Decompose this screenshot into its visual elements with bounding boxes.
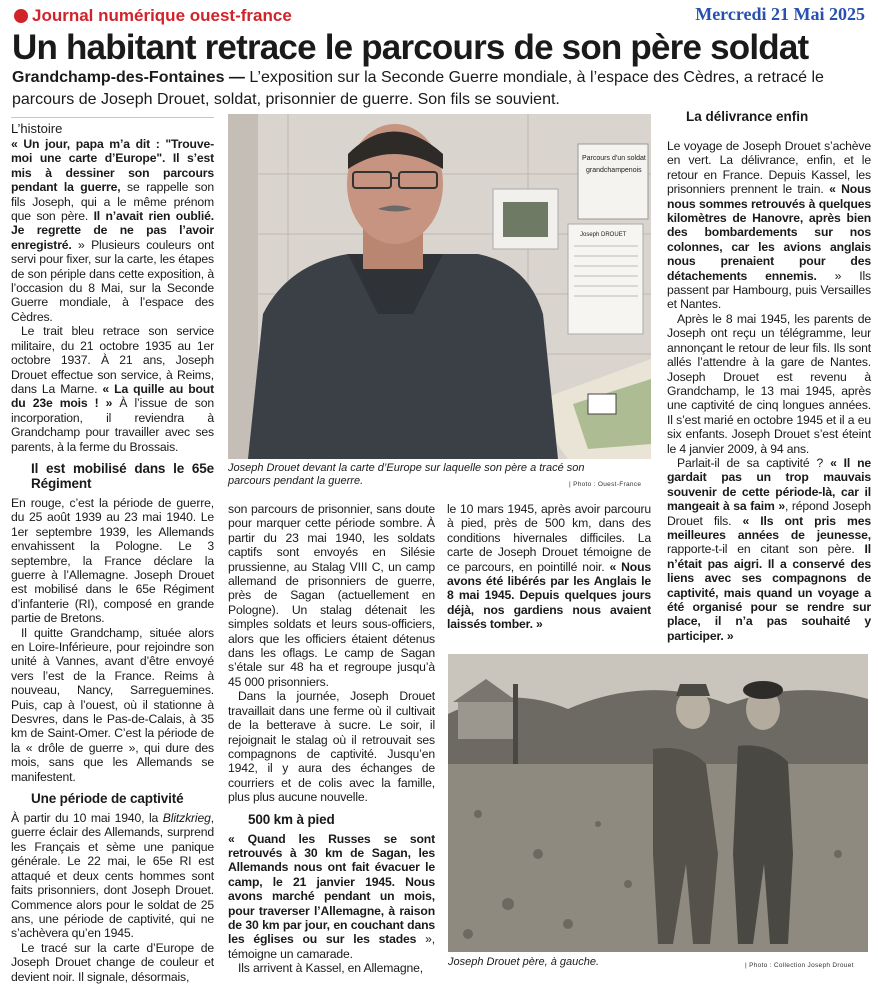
paragraph: « Un jour, papa m’a dit : "Trouve-moi une carte d’Europe". Il s’est mis à dessiner son parcours pendant la guerre, se rappelle son fils Joseph, qui a le même prénom que son père. Il n’avait rien oublié. Je regrette de ne pas l’avoir enregistré. » Plusieurs couleurs ont servi pour fixer, sur la carte, les étapes de son périple dans cette exposition, à l’occasion du 8 Mai, sur la Seconde Guerre mondiale, à l’espace des Cèdres.	[11, 137, 215, 324]
photo-credit: | Photo : Ouest-France	[569, 481, 642, 488]
paragraph: Après le 8 mai 1945, les parents de Joseph ont reçu un télégramme, leur annonçant le retour de leur fils. Ils sont allés l’attendre à la gare de Nantes. Joseph Drouet est revenu à Grandchamp, le 13 mai 1945, après une captivité de cinq longues années. Il s’est marié en octobre 1945 et il a eu six enfants. Joseph Drouet s’est éteint le 4 janvier 2009, à 94 ans.	[667, 311, 871, 456]
section-rubric: L’histoire	[11, 117, 214, 136]
paragraph: Dans la journée, Joseph Drouet travaillait dans une ferme où il cultivait de la betterave à sucre. Le soir, il rejoignait le stalag où il retrouvait ses compagnons de captivité. Jusqu’en 1942, il y aura des échanges de courriers et de colis avec la famille, plus plus aucune nouvelle.	[228, 689, 435, 805]
svg-text:Joseph DROUET: Joseph DROUET	[580, 232, 627, 238]
standfirst-text: L’exposition sur la Seconde Guerre mondiale, à l’espace des Cèdres, a retracé le parcours de Joseph Drouet, soldat, prisonnier de guerre. Son fils se souvient.	[12, 69, 824, 108]
brand-name: Journal numérique ouest-france	[32, 6, 292, 25]
photo-caption: Joseph Drouet père, à gauche.	[448, 956, 600, 968]
ouest-france-logo-icon	[14, 9, 28, 23]
article-column-4	[667, 139, 871, 643]
brand-logo[interactable]	[14, 5, 292, 27]
photo-soldiers-archive[interactable]	[448, 654, 868, 952]
paragraph: Ils arrivent à Kassel, en Allemagne,	[238, 961, 423, 976]
subheading: La délivrance enfin	[686, 109, 809, 124]
paragraph: Le voyage de Joseph Drouet s’achève en vert. La délivrance, enfin, et le retour en France. Depuis Kassel, les prisonniers prennent le train. « Nous nous sommes retrouvés à quelques kilomètres de Hanovre, après bien des bombardements sur nos colonnes, car les avions anglais nous prenaient pour des détachements ennemis. » Ils passent par Hambourg, puis Versailles et Nantes.	[667, 139, 872, 312]
paragraph: À partir du 10 mai 1940, la Blitzkrieg, guerre éclair des Allemands, surprend les Français et sème une panique générale. Le 22 mai, le 65e RI est attaqué et deux cents hommes sont faits prisonniers, dont Joseph Drouet. Commence alors pour le soldat de 25 ans, une période de captivité, qui ne s’achèvera qu’en 1945.	[11, 811, 214, 941]
archive-photo-illustration	[448, 654, 868, 952]
dateline-place: Grandchamp-des-Fontaines —	[12, 69, 245, 86]
subheading: Il est mobilisé dans le 65e Régiment	[31, 460, 214, 491]
article-column-2	[228, 502, 435, 976]
svg-text:Parcours d’un soldat: Parcours d’un soldat	[582, 155, 646, 162]
paragraph: Le trait bleu retrace son service militaire, du 21 octobre 1935 au 1er octobre 1937. À 21 ans, Joseph Drouet effectue son service, à Reims, dans La Marne. « La quille au bout du 23e mois ! » À l’issue de son incorporation, il reviendra à Grandchamp pour travailler avec ses parents, à la ferme du Brossais.	[11, 324, 215, 454]
svg-text:grandchampenois: grandchampenois	[586, 167, 642, 174]
paragraph: le 10 mars 1945, après avoir parcouru à pied, près de 500 km, dans des conditions hivernales difficiles. La carte de Joseph Drouet témoigne de ce parcours, en pointillé noir. « Nous avons été libérés par les Anglais le 8 mai 1945. Depuis quelques jours déjà, nos gardiens nous avaient laissés tomber. »	[447, 502, 652, 632]
photo-man-with-map[interactable]	[228, 114, 651, 459]
publication-date: Mercredi 21 Mai 2025	[695, 4, 865, 24]
portrait-photo-illustration	[228, 114, 651, 459]
paragraph: son parcours de prisonnier, sans doute pour marquer cette période sombre. À partir du 23 mai 1940, les soldats captifs sont envoyés en Silésie prussienne, au Stalag VIII C, un camp allemand de prisonniers de guerre, près de Sagan (actuellement en Pologne). Un stalag détenait les simples soldats et leurs sous-officiers, alors que les officiers étaient détenus dans les oflags. Le camp de Sagan s’étale sur 48 ha et regroupe jusqu’à 45 000 prisonniers.	[228, 502, 435, 689]
article-column-3	[447, 502, 651, 632]
subheading: 500 km à pied	[248, 811, 335, 827]
photo-caption: Joseph Drouet devant la carte d’Europe sur laquelle son père a tracé son parcours pendant la guerre.	[228, 462, 585, 487]
article-column-1	[11, 137, 214, 984]
paragraph: Parlait-il de sa captivité ? « Il ne gardait pas un trop mauvais souvenir de cette période-là, car il mangeait à sa faim », répond Joseph Drouet fils. « Ils ont pris mes meilleures années de jeunesse, rapporte-t-il en citant son père. Il n’était pas aigri. Il a conservé des liens avec ses compagnons de captivité, mais quand un voyage a été organisé pour se rendre sur place, il n’a pas souhaité y participer. »	[667, 455, 871, 643]
paragraph: Il quitte Grandchamp, située alors en Loire-Inférieure, pour rejoindre son unité à Vannes, avant d’être envoyé vers l’est de la France. Reims à nouveau, Nancy, Sarreguemines. Puis, cap à l’ouest, où il stationne à Desvres, dans le Pas-de-Calais, à 35 km de Saint-Omer. C’est la période de la « drôle de guerre », qui dure des mois, sans que les Allemands se manifestent.	[11, 625, 214, 784]
photo-credit: | Photo : Collection Joseph Drouet	[745, 962, 854, 969]
paragraph: Le tracé sur la carte d’Europe de Joseph Drouet change de couleur et devient noir. Il signale, désormais,	[11, 940, 214, 984]
paragraph: « Quand les Russes se sont retrouvés à 30 km de Sagan, les Allemands nous ont fait évacuer le camp, le 21 janvier 1945. Nous avons marché pendant un mois, pour traverser l’Allemagne, à raison de 30 km par jour, en couchant dans les églises ou sur les stades », témoigne un camarade.	[228, 831, 436, 961]
subheading: Une période de captivité	[31, 791, 184, 807]
article-standfirst	[12, 67, 872, 111]
paragraph: En rouge, c’est la période de guerre, du 25 août 1939 au 23 mai 1940. Le 1er septembre 1939, les Allemands envahissent la Pologne. Le 3 septembre, la France déclare la guerre à l’Allemagne. Joseph Drouet est mobilisé dans le 65e Régiment d’infanterie (RI), composé en grande partie de Bretons.	[11, 495, 214, 626]
article-headline: Un habitant retrace le parcours de son père soldat	[12, 28, 809, 67]
